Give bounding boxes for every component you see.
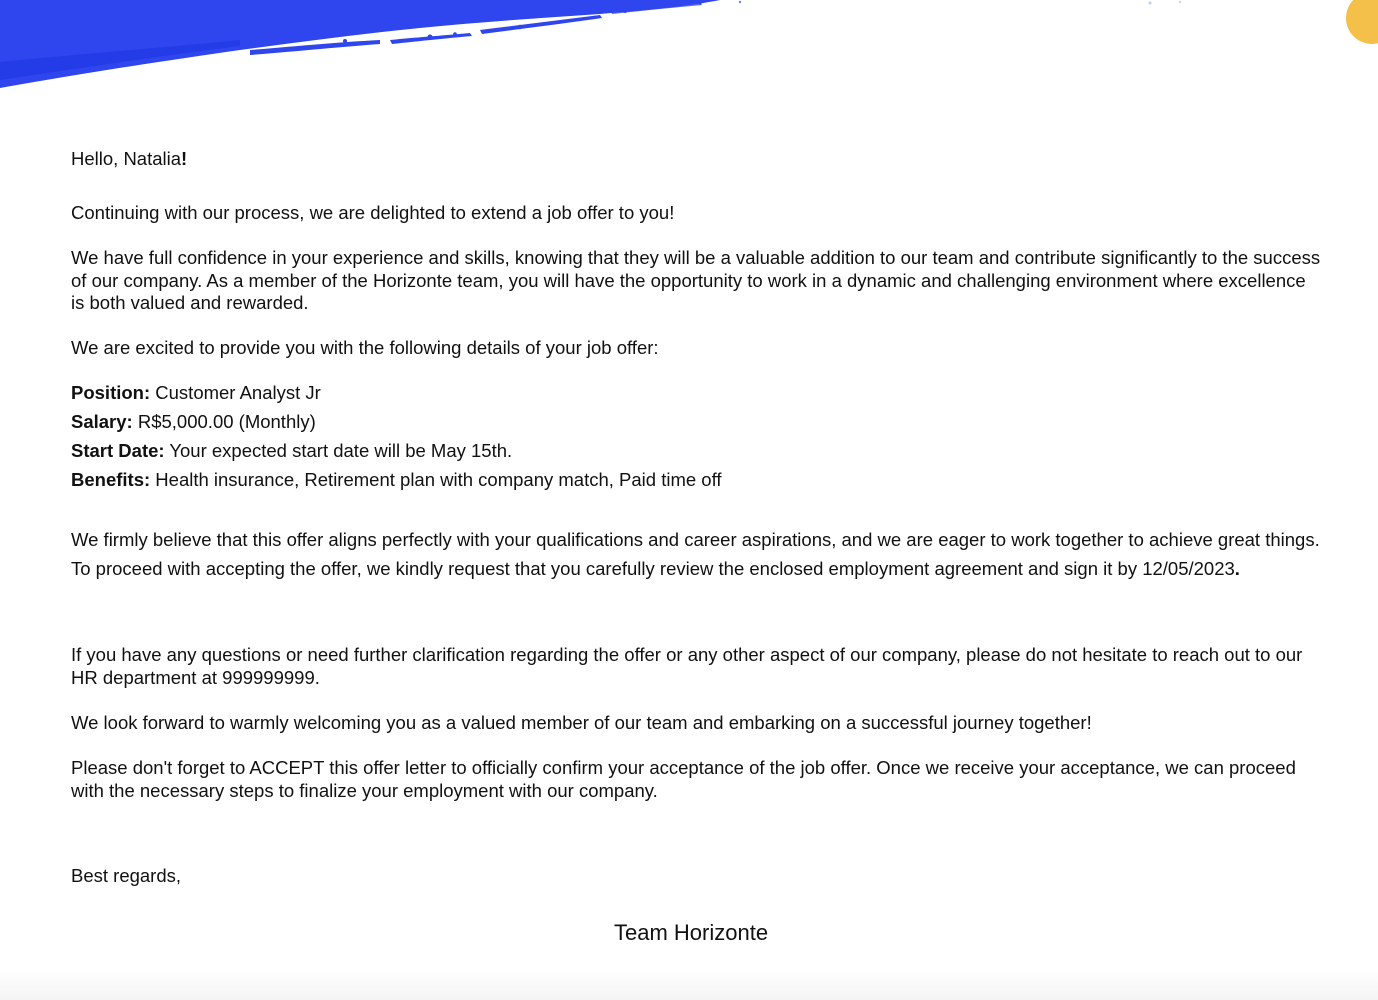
signature: Team Horizonte <box>614 920 769 945</box>
detail-position <box>71 382 321 405</box>
greeting <box>71 148 1321 171</box>
detail-start-date-label: Start Date: <box>71 440 165 461</box>
greeting-text: Hello, Natalia <box>71 148 182 169</box>
detail-salary-value: R$5,000.00 (Monthly) <box>132 411 316 432</box>
questions-paragraph: If you have any questions or need further clarification regarding the offer or any other aspect of our company, please do not hesitate to reach out to our HR department at 999999999. <box>71 644 1303 688</box>
detail-start-date-value: Your expected start date will be May 15th. <box>164 440 513 461</box>
detail-benefits <box>71 469 722 492</box>
greeting-exclamation: ! <box>181 148 188 169</box>
detail-salary <box>71 411 316 434</box>
brush-stroke-icon <box>0 0 1181 88</box>
belief-paragraph <box>71 525 1321 583</box>
header-brush-banner <box>0 0 1378 120</box>
intro-paragraph: Continuing with our process, we are delighted to extend a job offer to you! <box>71 202 675 223</box>
details-intro-paragraph: We are excited to provide you with the following details of your job offer: <box>71 337 659 358</box>
detail-benefits-label: Benefits: <box>71 469 151 490</box>
reminder-paragraph: Please don't forget to ACCEPT this offer letter to officially confirm your acceptance of the job offer. Once we receive your acceptance, we can proceed with the necessary steps to finalize your employment with our company. <box>71 757 1296 801</box>
belief-period: . <box>1234 558 1240 579</box>
detail-position-label: Position: <box>71 382 151 403</box>
closing: Best regards, <box>71 865 182 886</box>
welcome-paragraph: We look forward to warmly welcoming you as a valued member of our team and embarking on a successful journey together! <box>71 712 1092 733</box>
footer-shade <box>0 970 1378 1000</box>
detail-position-value: Customer Analyst Jr <box>150 382 321 403</box>
belief-text: We firmly believe that this offer aligns perfectly with your qualifications and career aspirations, and we are eager to work together to achieve great things. To proceed with accepting the offer, we kindly request that you carefully review the enclosed employment agreement and sign it by 12/05/2023 <box>71 529 1320 579</box>
yellow-circle-accent-icon <box>1346 0 1378 44</box>
detail-start-date <box>71 440 512 463</box>
detail-salary-label: Salary: <box>71 411 133 432</box>
detail-benefits-value: Health insurance, Retirement plan with company match, Paid time off <box>150 469 722 490</box>
confidence-paragraph: We have full confidence in your experience and skills, knowing that they will be a valuable addition to our team and contribute significantly to the success of our company. As a member of the Horizonte team, you will have the opportunity to work in a dynamic and challenging environment where excellence is both valued and rewarded. <box>71 247 1321 313</box>
